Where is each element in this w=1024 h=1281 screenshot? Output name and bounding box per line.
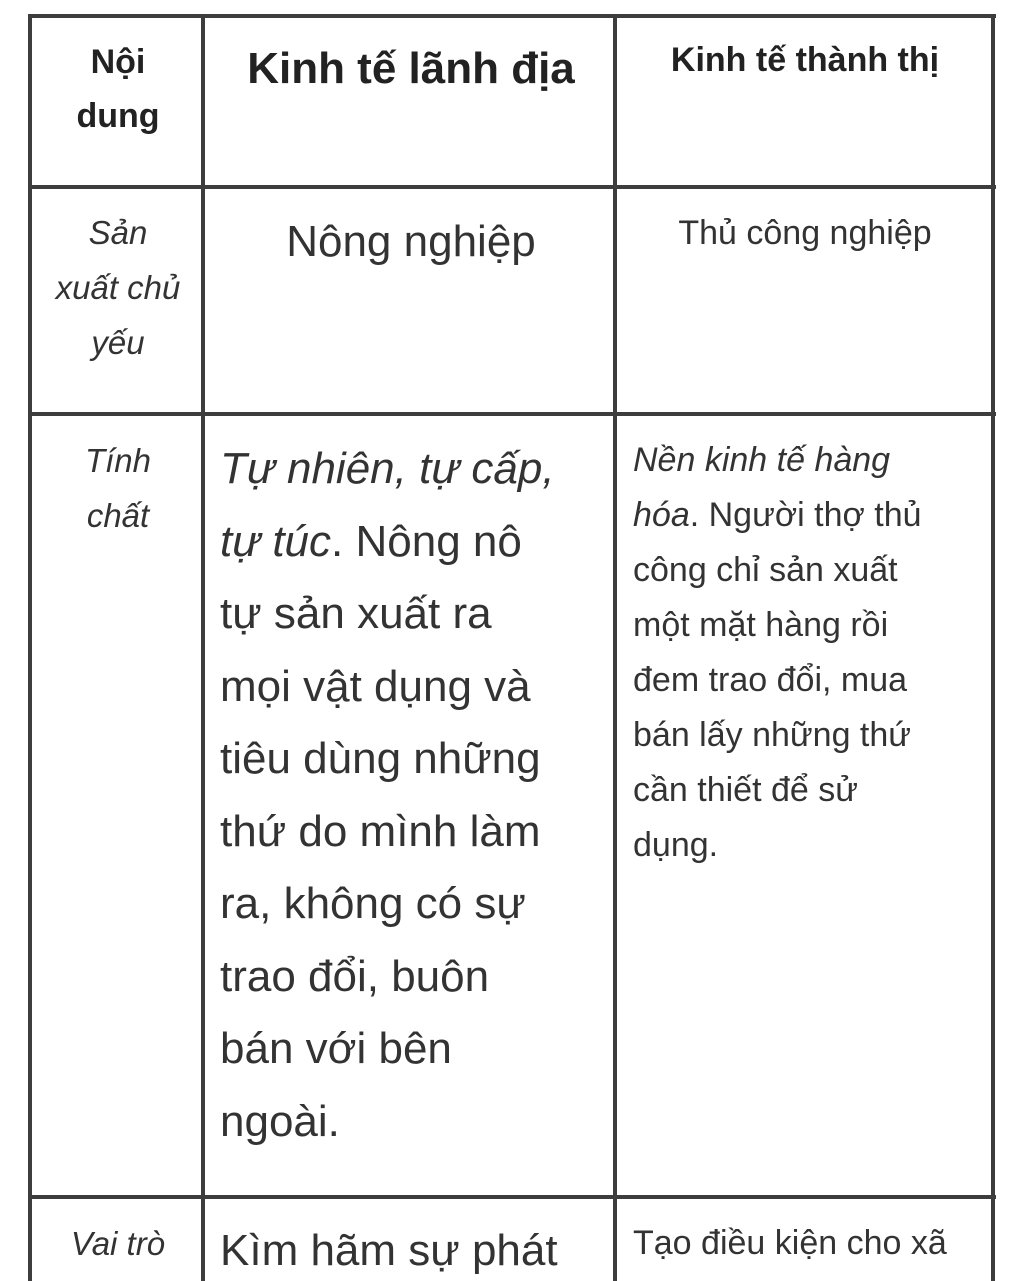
city-role-text: Tạo điều kiện cho xã xyxy=(633,1224,947,1262)
city-nature-text xyxy=(633,433,988,873)
table-top-border xyxy=(28,14,996,18)
header-content xyxy=(36,35,200,143)
manor-production: Nông nghiệp xyxy=(286,217,536,266)
text-line: tự sản xuất ra xyxy=(220,589,492,638)
text-line: thứ do mình làm xyxy=(220,806,541,856)
label-line: Tính xyxy=(84,442,152,479)
text-line: ngoài. xyxy=(220,1096,340,1146)
table-right-border xyxy=(991,14,995,1281)
text-line: công chỉ sản xuất xyxy=(633,551,898,589)
label-line: chất xyxy=(86,497,150,534)
label-line: Sản xyxy=(88,214,148,251)
text-line: hóa. Người thợ thủ xyxy=(633,496,922,534)
label-nature xyxy=(36,433,200,543)
column-divider-2 xyxy=(613,14,617,1281)
label-line: yếu xyxy=(91,324,145,361)
row-divider-2 xyxy=(28,412,996,416)
text-line: cần thiết để sử xyxy=(633,771,859,809)
header-manor-economy: Kinh tế lãnh địa xyxy=(247,44,575,93)
text-line: đem trao đổi, mua xyxy=(633,661,908,699)
label-line: xuất chủ xyxy=(55,269,181,306)
header-city-economy: Kinh tế thành thị xyxy=(670,41,940,79)
row-divider-1 xyxy=(28,185,996,189)
text-line: dụng. xyxy=(633,826,719,864)
column-divider-1 xyxy=(201,14,205,1281)
text-line: trao đổi, buôn xyxy=(220,951,490,1001)
header-content-line: Nội xyxy=(90,43,146,81)
text-line: bán với bên xyxy=(220,1024,452,1073)
label-role: Vai trò xyxy=(70,1225,166,1262)
text-line: tự túc. Nông nô xyxy=(220,516,522,566)
header-content-line: dung xyxy=(76,97,160,135)
manor-nature-text xyxy=(220,433,604,1158)
text-line: ra, không có sự xyxy=(220,879,526,928)
text-line: tiêu dùng những xyxy=(220,734,541,783)
text-line: một mặt hàng rồi xyxy=(633,606,889,644)
row-divider-3 xyxy=(28,1195,996,1199)
text-line: mọi vật dụng và xyxy=(220,661,531,711)
manor-role-text: Kìm hãm sự phát xyxy=(220,1226,558,1275)
city-production: Thủ công nghiệp xyxy=(678,214,932,252)
text-line: bán lấy những thứ xyxy=(633,716,912,754)
table-left-border xyxy=(28,14,32,1281)
label-main-production xyxy=(36,205,200,370)
text-line: Tự nhiên, tự cấp, xyxy=(220,444,555,493)
text-line: Nền kinh tế hàng xyxy=(633,441,891,479)
